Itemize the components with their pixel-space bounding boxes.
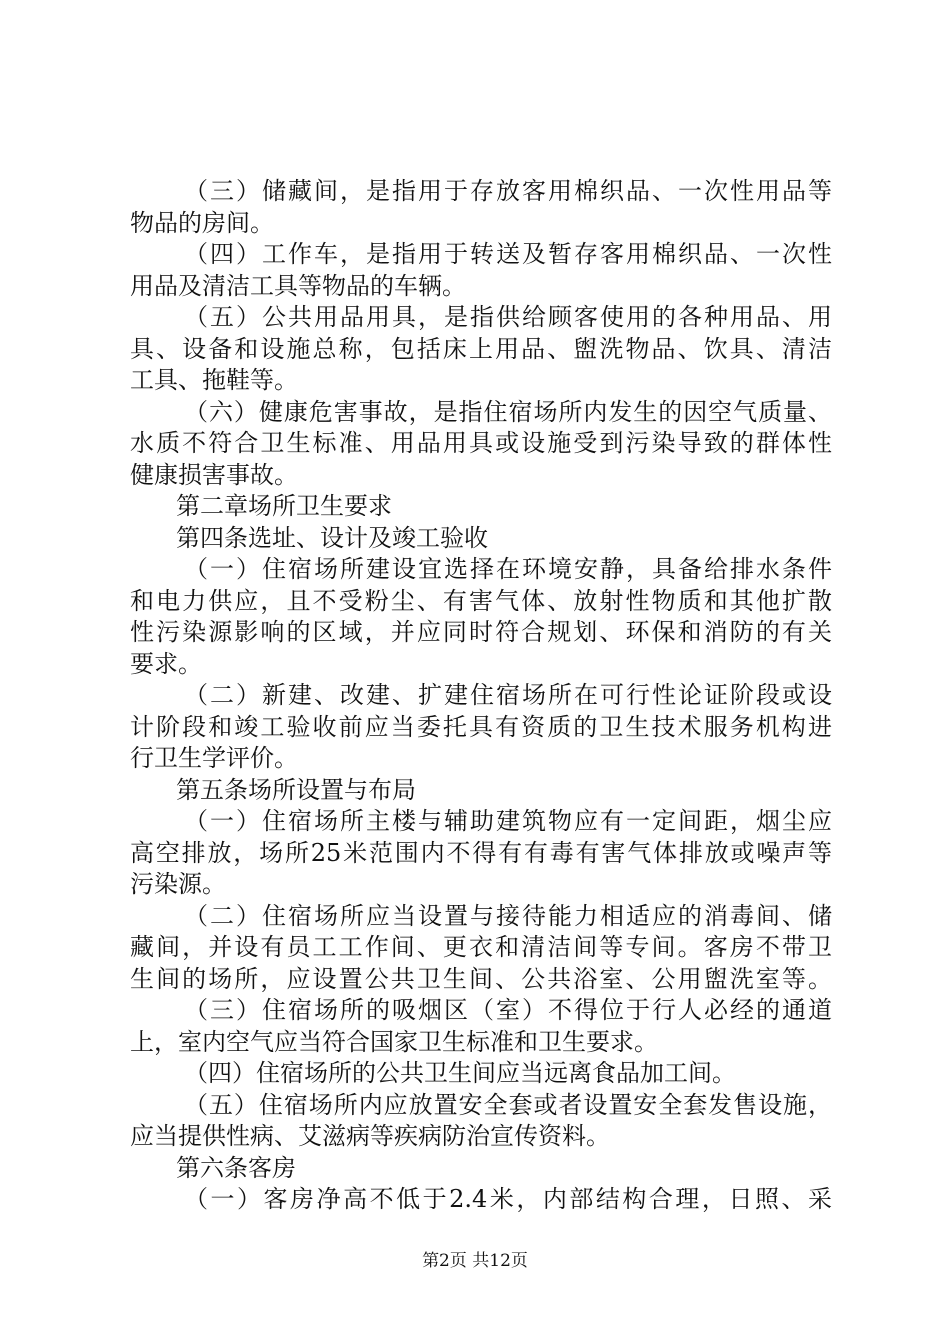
document-body — [130, 176, 832, 1216]
paragraph-line: 行卫生学评价。 — [130, 744, 298, 772]
paragraph-line: 用品及清洁工具等物品的车辆。 — [130, 271, 466, 300]
page-footer: 第2页 共12页 — [422, 1251, 528, 1271]
paragraph-line: （五）公共用品用具，是指供给顾客使用的各种用品、用 — [184, 303, 832, 331]
paragraph-line: 和电力供应，且不受粉尘、有害气体、放射性物质和其他扩散 — [130, 586, 832, 615]
paragraph-line: 应当提供性病、艾滋病等疾病防治宣传资料。 — [130, 1122, 610, 1150]
paragraph-line: （三）储藏间，是指用于存放客用棉织品、一次性用品等 — [184, 177, 832, 205]
paragraph-line: 具、设备和设施总称，包括床上用品、盥洗物品、饮具、清洁 — [130, 334, 832, 363]
paragraph-line: 水质不符合卫生标准、用品用具或设施受到污染导致的群体性 — [130, 429, 832, 457]
paragraph-line: 上，室内空气应当符合国家卫生标准和卫生要求。 — [130, 1027, 658, 1056]
paragraph-line: （二）新建、改建、扩建住宿场所在可行性论证阶段或设 — [184, 681, 832, 709]
paragraph-line: 物品的房间。 — [130, 208, 274, 237]
article-heading: 第四条选址、设计及竣工验收 — [176, 523, 488, 552]
article-heading: 第五条场所设置与布局 — [176, 775, 416, 804]
paragraph-line: （六）健康危害事故，是指住宿场所内发生的因空气质量、 — [184, 397, 832, 426]
paragraph-line: （四）工作车，是指用于转送及暂存客用棉织品、一次性 — [184, 240, 832, 268]
paragraph-line: 污染源。 — [130, 870, 226, 898]
paragraph-line: 工具、拖鞋等。 — [130, 366, 298, 394]
paragraph-line: 健康损害事故。 — [130, 460, 298, 489]
paragraph-line: 计阶段和竣工验收前应当委托具有资质的卫生技术服务机构进 — [130, 712, 832, 741]
paragraph-line: （一）客房净高不低于2.4米，内部结构合理，日照、采 — [184, 1185, 832, 1213]
paragraph-line: 高空排放，场所25米范围内不得有有毒有害气体排放或噪声等 — [130, 838, 832, 867]
paragraph-line: 性污染源影响的区域，并应同时符合规划、环保和消防的有关 — [130, 618, 832, 646]
paragraph-line: （三）住宿场所的吸烟区（室）不得位于行人必经的通道 — [184, 996, 832, 1024]
paragraph-line: （二）住宿场所应当设置与接待能力相适应的消毒间、储 — [184, 901, 832, 930]
chapter-heading: 第二章场所卫生要求 — [176, 492, 392, 520]
paragraph-line: （一）住宿场所主楼与辅助建筑物应有一定间距，烟尘应 — [184, 807, 832, 835]
paragraph-line: 要求。 — [130, 649, 202, 678]
paragraph-line: （四）住宿场所的公共卫生间应当远离食品加工间。 — [184, 1059, 736, 1087]
article-heading: 第六条客房 — [176, 1153, 296, 1182]
paragraph-line: 藏间，并设有员工工作间、更衣和清洁间等专间。客房不带卫 — [130, 933, 832, 961]
paragraph-line: 生间的场所，应设置公共卫生间、公共浴室、公用盥洗室等。 — [130, 964, 832, 993]
paragraph-line: （一）住宿场所建设宜选择在环境安静，具备给排水条件 — [184, 555, 832, 583]
paragraph-line: （五）住宿场所内应放置安全套或者设置安全套发售设施， — [184, 1090, 832, 1119]
